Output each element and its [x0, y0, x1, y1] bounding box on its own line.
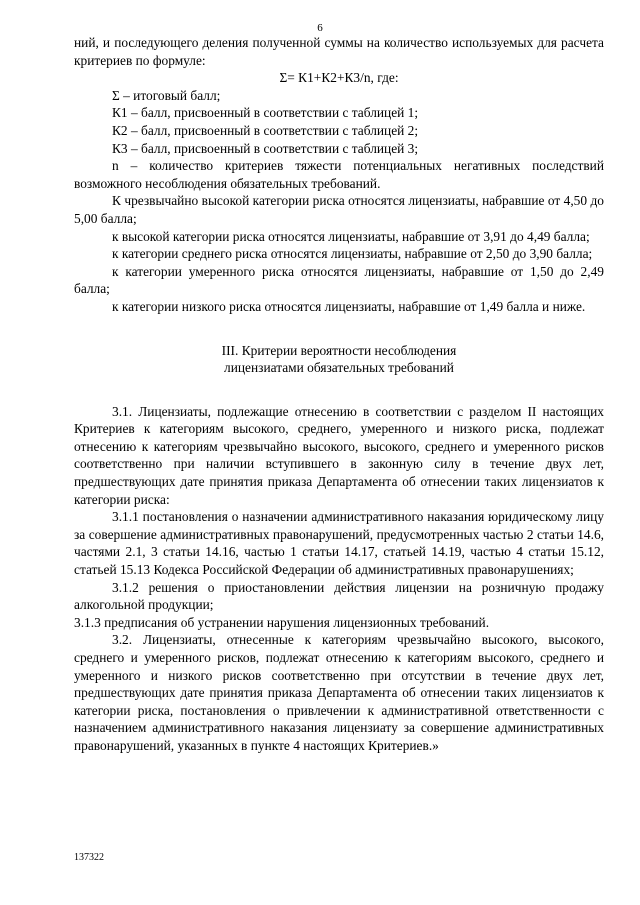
definition-k3: К3 – балл, присвоенный в соответствии с таблицей 3; [112, 140, 419, 156]
category-medium-risk: к категории среднего риска относятся лицензиаты, набравшие от 2,50 до 3,90 балла; [112, 246, 593, 262]
page-number: 6 [317, 22, 323, 34]
category-moderate-risk: к категории умеренного риска относятся лицензиаты, набравшие от 1,50 до 2,49 балла; [74, 263, 604, 297]
category-high-risk: к высокой категории риска относятся лицензиаты, набравшие от 3,91 до 4,49 балла; [112, 228, 590, 244]
document-body [74, 34, 604, 755]
category-low-risk: к категории низкого риска относятся лицензиаты, набравшие от 1,49 балла и ниже. [112, 298, 586, 314]
clause-3-1-2: 3.1.2 решения о приостановлении действия лицензии на розничную продажу алкогольной продукции; [74, 579, 604, 613]
section-heading-line2: лицензиатами обязательных требований [224, 360, 454, 376]
clause-3-1-3: 3.1.3 предписания об устранении нарушения лицензионных требований. [74, 614, 490, 630]
score-formula: Σ= К1+К2+К3/n, где: [279, 70, 399, 86]
section-heading [74, 342, 604, 377]
clause-3-1: 3.1. Лицензиаты, подлежащие отнесению в соответствии с разделом II настоящих Критериев к категориям высокого, среднего, умеренного и низкого риска, подлежат отнесению к категориям чрезвычайно высокого, высокого, среднего и умеренного рисков соответственно при наличии вступившего в законную силу в течение двух лет, предшествующих дате принятия приказа Департамента об отнесении таких лицензиатов к категории риска: [74, 403, 604, 507]
clause-3-1-1: 3.1.1 постановления о назначении административного наказания юридическому лицу за совершение административных правонарушений, предусмотренных частью 2 статьи 14.6, частями 2.1, 3 статьи 14.16, частью 1 статьи 14.17, статьей 14.19, частью 4 статьи 15.12, статьей 15.13 Кодекса Российской Федерации об административных правонарушениях; [74, 509, 604, 578]
section-heading-line1: III. Критерии вероятности несоблюдения [221, 342, 457, 358]
paragraph-continuation: ний, и последующего деления полученной суммы на количество используемых для расчета критериев по формуле: [74, 35, 604, 68]
definition-sigma: Σ – итоговый балл; [112, 87, 221, 103]
category-extreme-risk: К чрезвычайно высокой категории риска относятся лицензиаты, набравшие от 4,50 до 5,00 балла; [74, 193, 604, 226]
definition-k2: К2 – балл, присвоенный в соответствии с таблицей 2; [112, 122, 419, 138]
document-code: 137322 [74, 852, 104, 863]
clause-3-2: 3.2. Лицензиаты, отнесенные к категориям чрезвычайно высокого, высокого, среднего и умеренного рисков, подлежат отнесению к категориям высокого, среднего и умеренного и низкого рисков соответственно при отсутствии в течение двух лет, предшествующих дате принятия приказа Департамента об отнесении таких лицензиатов к категории риска, постановления о привлечении к административной ответственности с назначением административного наказания лицензиату за совершение административных правонарушений, указанных в пункте 4 настоящих Критериев.» [74, 632, 604, 753]
definition-k1: К1 – балл, присвоенный в соответствии с таблицей 1; [112, 105, 419, 121]
definition-n: n – количество критериев тяжести потенциальных негативных последствий возможного несоблюдения обязательных требований. [74, 158, 604, 191]
